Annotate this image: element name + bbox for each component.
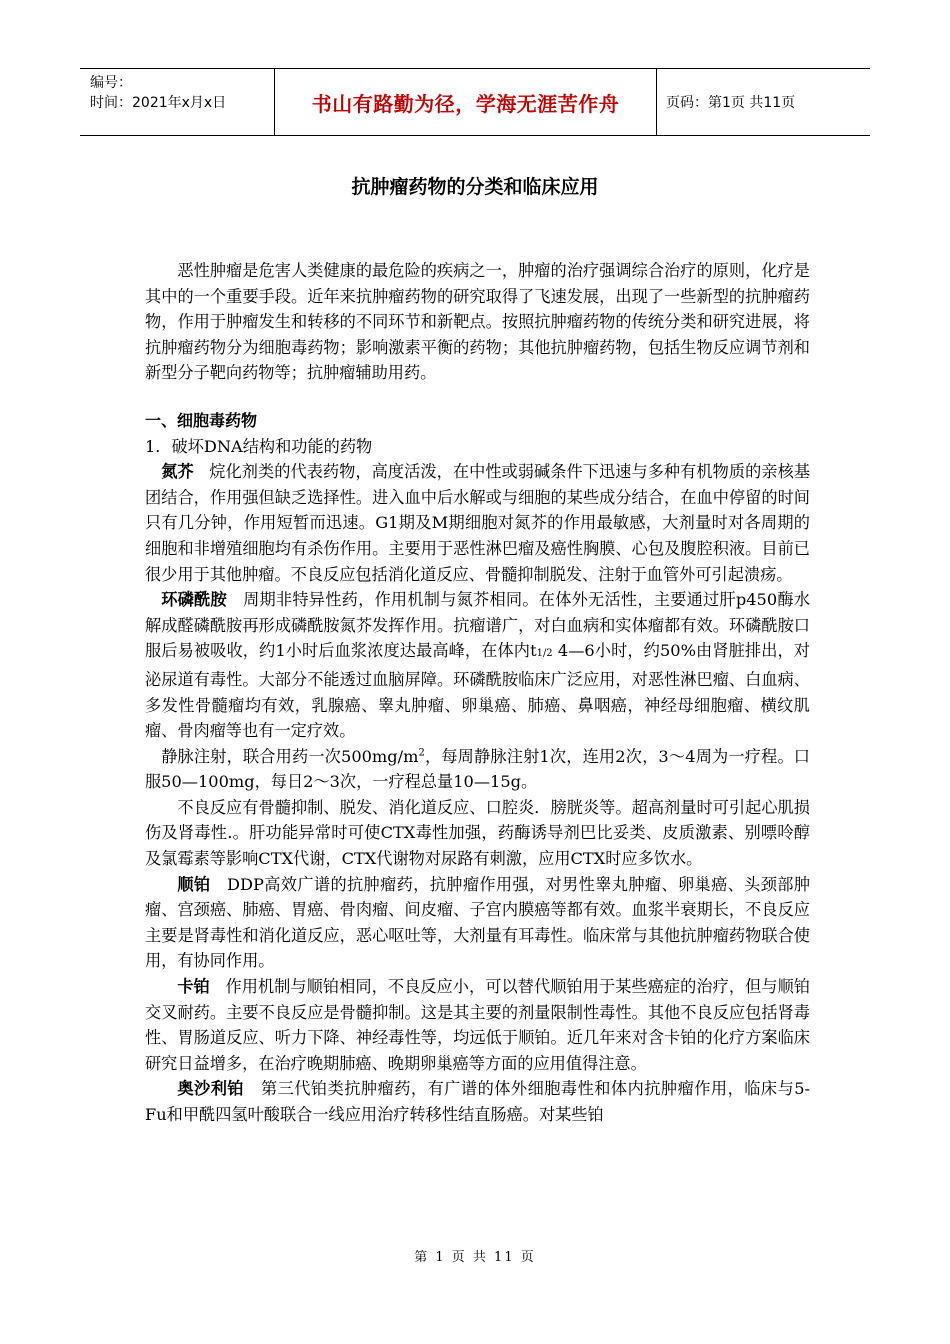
header-divider <box>656 69 657 135</box>
drug-text: DDP高效广谱的抗肿瘤药，抗肿瘤作用强，对男性睾丸肿瘤、卵巢癌、头颈部肿瘤、宫颈癌、肺癌、胃癌、骨肉瘤、间皮瘤、子宫内膜癌等都有效。血浆半衰期长，不良反应主要是肾毒性和消化道反应，恶心呕吐等，大剂量有耳毒性。临床常与其他抗肿瘤药物联合使用，有协同作用。 <box>145 874 811 971</box>
drug-text: 烷化剂类的代表药物，高度活泼，在中性或弱碱条件下迅速与多种有机物质的亲核基团结合，作用强但缺乏选择性。进入血中后水解或与细胞的某些成分结合，在血中停留的时间只有几分钟，作用短暂而迅速。G1期及M期细胞对氮芥的作用最敏感，大剂量时对各周期的细胞和非增殖细胞均有杀伤作用。主要用于恶性淋巴瘤及癌性胸膜、心包及腹腔积液。目前已很少用于其他肿瘤。不良反应包括消化道反应、骨髓抑制脱发、注射于血管外可引起溃疡。 <box>145 462 811 584</box>
drug-text: 周期非特异性药，作用机制与氮芥相同。在体外无活性，主要通过肝p450酶水解成醛磷酰胺再形成磷酰胺氮芥发挥作用。抗瘤谱广，对白血病和实体瘤都有效。环磷酰胺口服后易被吸收，约1小时后血浆浓度达最高峰，在体内t <box>145 590 811 661</box>
dosage-paragraph <box>145 744 810 795</box>
drug-name: 氮芥 <box>161 462 194 482</box>
intro-paragraph: 恶性肿瘤是危害人类健康的最危险的疾病之一，肿瘤的治疗强调综合治疗的原则，化疗是其中的一个重要手段。近年来抗肿瘤药物的研究取得了飞速发展，出现了一些新型的抗肿瘤药物，作用于肿瘤发生和转移的不同环节和新靶点。按照抗肿瘤药物的传统分类和研究进展，将抗肿瘤药物分为细胞毒药物；影响激素平衡的药物；其他抗肿瘤药物，包括生物反应调节剂和新型分子靶向药物等；抗肿瘤辅助用药。 <box>145 261 810 383</box>
section-heading: 一、细胞毒药物 <box>145 410 258 430</box>
subsection-heading: 1．破坏DNA结构和功能的药物 <box>145 436 373 456</box>
header-time: 时间：2021年x月x日 <box>90 95 227 111</box>
drug-name: 顺铂 <box>177 874 211 894</box>
header-page-info: 页码：第1页 共11页 <box>666 95 796 111</box>
page-footer: 第 1 页 共 11 页 <box>414 1250 536 1265</box>
drug-paragraph-cisplatin <box>145 872 810 974</box>
adverse-paragraph: 不良反应有骨髓抑制、脱发、消化道反应、口腔炎．膀胱炎等。超高剂量时可引起心肌损伤及肾毒性.。肝功能异常时可使CTX毒性加强，药酶诱导剂巴比妥类、皮质激素、别嘌呤醇及氯霉素等影响CTX代谢，CTX代谢物对尿路有刺激，应用CTX时应多饮水。 <box>145 797 810 869</box>
drug-text: 4—6小时，约50%由肾脏排出，对泌尿道有毒性。大部分不能透过血脑屏障。环磷酰胺临床广泛应用，对恶性淋巴瘤、白血病、多发性骨髓瘤均有效，乳腺癌、睾丸肿瘤、卵巢癌、肺癌、鼻咽癌，神经母细胞瘤、横纹肌瘤、骨肉瘤等也有一定疗效。 <box>145 641 810 741</box>
header-meta <box>90 73 280 113</box>
drug-paragraph-carboplatin <box>145 974 810 1076</box>
dosage-text: 静脉注射，联合用药一次500mg/m <box>161 746 419 766</box>
drug-text: 第三代铂类抗肿瘤药，有广谱的体外细胞毒性和体内抗肿瘤作用，临床与5-Fu和甲酰四氢叶酸联合一线应用治疗转移性结直肠癌。对某些铂 <box>145 1079 810 1124</box>
document-body <box>145 258 810 1128</box>
drug-paragraph-nitrogen-mustard <box>145 459 810 587</box>
header-number: 编号： <box>90 75 132 91</box>
header-motto: 书山有路勤为径，学海无涯苦作舟 <box>311 91 620 116</box>
drug-paragraph-oxaliplatin <box>145 1076 810 1127</box>
half-life-subscript: 1/2 <box>536 648 553 660</box>
dosage-superscript: 2 <box>418 747 425 759</box>
drug-text: 作用机制与顺铂相同，不良反应小，可以替代顺铂用于某些癌症的治疗，但与顺铂交叉耐药。主要不良反应是骨髓抑制。这是其主要的剂量限制性毒性。其他不良反应包括肾毒性、胃肠道反应、听力下降、神经毒性等，均远低于顺铂。近几年来对含卡铂的化疗方案临床研究日益增多，在治疗晚期肺癌、晚期卵巢癌等方面的应用值得注意。 <box>145 977 811 1073</box>
page-header <box>80 68 870 136</box>
drug-name: 环磷酰胺 <box>161 590 227 610</box>
dosage-text: ，每周静脉注射1次，连用2次，3～4周为一疗程。口服50—100mg，每日2～3次，一疗程总量10—15g。 <box>145 746 810 792</box>
drug-name: 奥沙利铂 <box>177 1079 245 1099</box>
drug-paragraph-cyclophosphamide <box>145 587 810 744</box>
drug-name: 卡铂 <box>177 977 210 997</box>
document-title: 抗肿瘤药物的分类和临床应用 <box>351 176 599 198</box>
